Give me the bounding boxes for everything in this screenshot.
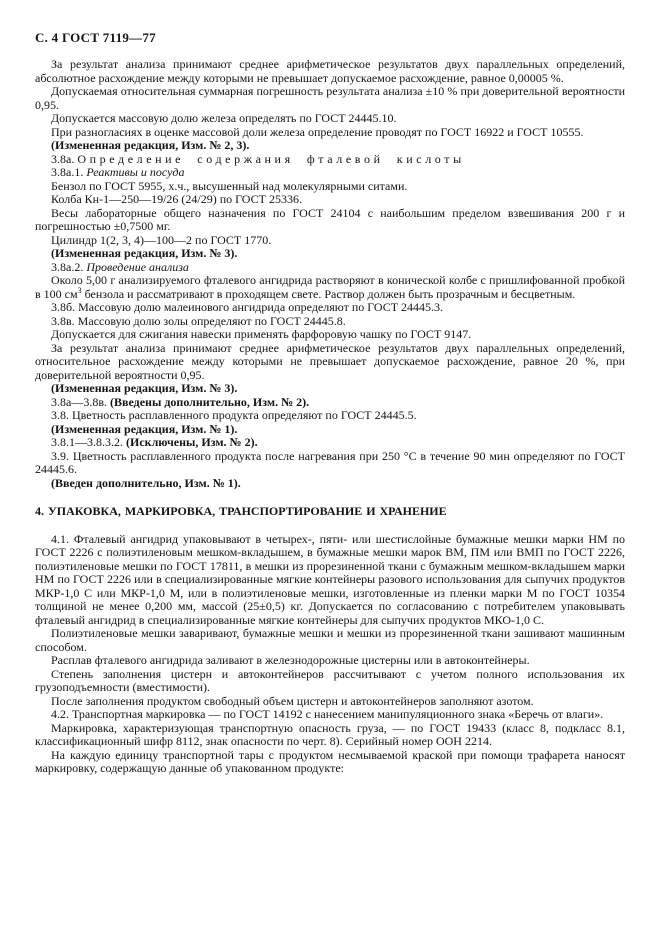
paragraph: Цилиндр 1(2, 3, 4)—100—2 по ГОСТ 1770.	[51, 232, 272, 247]
paragraph	[35, 396, 625, 410]
paragraph: На каждую единицу транспортной тары с продуктом несмываемой краской при помощи трафарета наносят маркировку, содержащую данные об упакованном продукте:	[35, 747, 625, 775]
revision-note: (Измененная редакция, Изм. № 1).	[51, 421, 238, 436]
revision-note: (Измененная редакция, Изм. № 2, 3).	[51, 138, 250, 152]
clause-heading	[35, 153, 625, 167]
clause-number: 3.8.1—3.8.3.2.	[51, 435, 123, 449]
paragraph: Расплав фталевого ангидрида заливают в железнодорожные цистерны или в автоконтейнеры.	[51, 653, 530, 667]
revision-note: (Введен дополнительно, Изм. № 1).	[51, 475, 241, 490]
revision-note: (Введены дополнительно, Изм. № 2).	[110, 394, 310, 409]
paragraph: Допускается массовую долю железа определять по ГОСТ 24445.10.	[51, 111, 397, 125]
paragraph: 4.2. Транспортная маркировка — по ГОСТ 14192 с нанесением манипуляционного знака «Беречь от влаги».	[51, 707, 604, 721]
paragraph: При разногласиях в оценке массовой доли железа определение проводят по ГОСТ 16922 и ГОСТ 10555.	[51, 124, 584, 139]
clause-title: Проведение анализа	[86, 259, 189, 274]
section-heading: 4. УПАКОВКА, МАРКИРОВКА, ТРАНСПОРТИРОВАНИЕ И ХРАНЕНИЕ	[35, 504, 447, 518]
clause-number: 3.8а.1.	[51, 165, 84, 179]
revision-note: (Измененная редакция, Изм. № 3).	[51, 381, 238, 395]
page-header: С. 4 ГОСТ 7119—77	[35, 30, 156, 45]
document-body	[35, 58, 625, 776]
paragraph: После заполнения продуктом свободный объем цистерн и автоконтейнеров заполняют азотом.	[51, 693, 534, 708]
clause-number: 3.8а—3.8в.	[51, 394, 107, 409]
paragraph: Допускается для сжигания навески применять фарфоровую чашку по ГОСТ 9147.	[51, 327, 472, 341]
paragraph: За результат анализа принимают среднее арифметическое результатов двух параллельных определений, относительное расхождение между которыми не превышает допускаемое расхождение, равное 20 %, при доверительной вероятности 0,95.	[35, 340, 625, 382]
paragraph: Маркировка, характеризующая транспортную опасность груза, — по ГОСТ 19433 (класс 8, подкласс 8.1, классификационный шифр 8112, знак опасности по черт. 8). Серийный номер ООН 2214.	[35, 720, 625, 748]
clause-number: 3.8а.	[51, 151, 75, 166]
paragraph-text: бензола и рассматривают в проходящем свете. Раствор должен быть прозрачным и бесцветным.	[81, 286, 576, 301]
paragraph: За результат анализа принимают среднее арифметическое результатов двух параллельных определений, абсолютное расхождение между которыми не превышает допускаемое расхождение, равное 0,00005 %.	[35, 57, 625, 85]
paragraph: Весы лабораторные общего назначения по ГОСТ 24104 с наибольшим пределом взвешивания 200 г и погрешностью ±0,7500 мг.	[35, 205, 625, 233]
paragraph: Бензол по ГОСТ 5955, х.ч., высушенный над молекулярными ситами.	[51, 178, 408, 193]
paragraph: 3.8б. Массовую долю малеинового ангидрида определяют по ГОСТ 24445.3.	[51, 300, 444, 314]
paragraph: Допускаемая относительная суммарная погрешность результата анализа ±10 % при доверительной вероятности 0,95.	[35, 84, 625, 112]
paragraph: Полиэтиленовые мешки заваривают, бумажные мешки и мешки из прорезиненной ткани зашивают машинным способом.	[35, 626, 625, 654]
clause-heading	[35, 261, 625, 275]
paragraph: 4.1. Фталевый ангидрид упаковывают в четырех-, пяти- или шестислойные бумажные мешки марки НМ по ГОСТ 2226 с полиэтиленовым мешком-вкладышем, в бумажные мешки марок ВМ, ПМ или ВМП по ГОСТ 2226, полиэтиленовые мешки по ГОСТ 17811, в мешки из прорезиненной ткани с бумажным мешком-вкладышем марки НМ по ГОСТ 2226 или в специализированные мягкие контейнеры разового использования для сыпучих продуктов МКР-1,0 С или МКР-1,0 М, или в полиэтиленовые мешки, изготовленные из пленки марки М по ГОСТ 10354 толщиной не менее 0,200 мм, массой (25±0,5) кг. Допускается по согласованию с потребителем упаковывать фталевый ангидрид в специализированные мягкие контейнеры для сыпучих продуктов МКО-1,0 С.	[35, 531, 625, 627]
paragraph: 3.9. Цветность расплавленного продукта после нагревания при 250 °С в течение 90 мин определяют по ГОСТ 24445.6.	[35, 448, 625, 476]
paragraph	[35, 436, 625, 450]
clause-title: Определение содержания фталевой кислоты	[77, 151, 465, 166]
paragraph: Колба Кн-1—250—19/26 (24/29) по ГОСТ 25336.	[51, 192, 302, 206]
revision-note: (Исключены, Изм. № 2).	[126, 435, 258, 449]
clause-title: Реактивы и посуда	[86, 165, 185, 179]
paragraph-text: Около 5,00 г анализируемого фталевого ангидрида растворяют в конической колбе с пришлифованной пробкой в 100 см	[35, 273, 625, 301]
revision-note: (Измененная редакция, Изм. № 3).	[51, 246, 238, 260]
clause-number: 3.8а.2.	[51, 259, 84, 274]
paragraph: Степень заполнения цистерн и автоконтейнеров рассчитывают с учетом полного использования их грузоподъемности (вместимости).	[35, 666, 625, 694]
clause-heading	[35, 166, 625, 180]
paragraph: 3.8. Цветность расплавленного продукта определяют по ГОСТ 24445.5.	[51, 408, 417, 422]
paragraph	[35, 274, 625, 301]
superscript: 3	[77, 285, 82, 295]
paragraph: 3.8в. Массовую долю золы определяют по ГОСТ 24445.8.	[51, 313, 346, 328]
